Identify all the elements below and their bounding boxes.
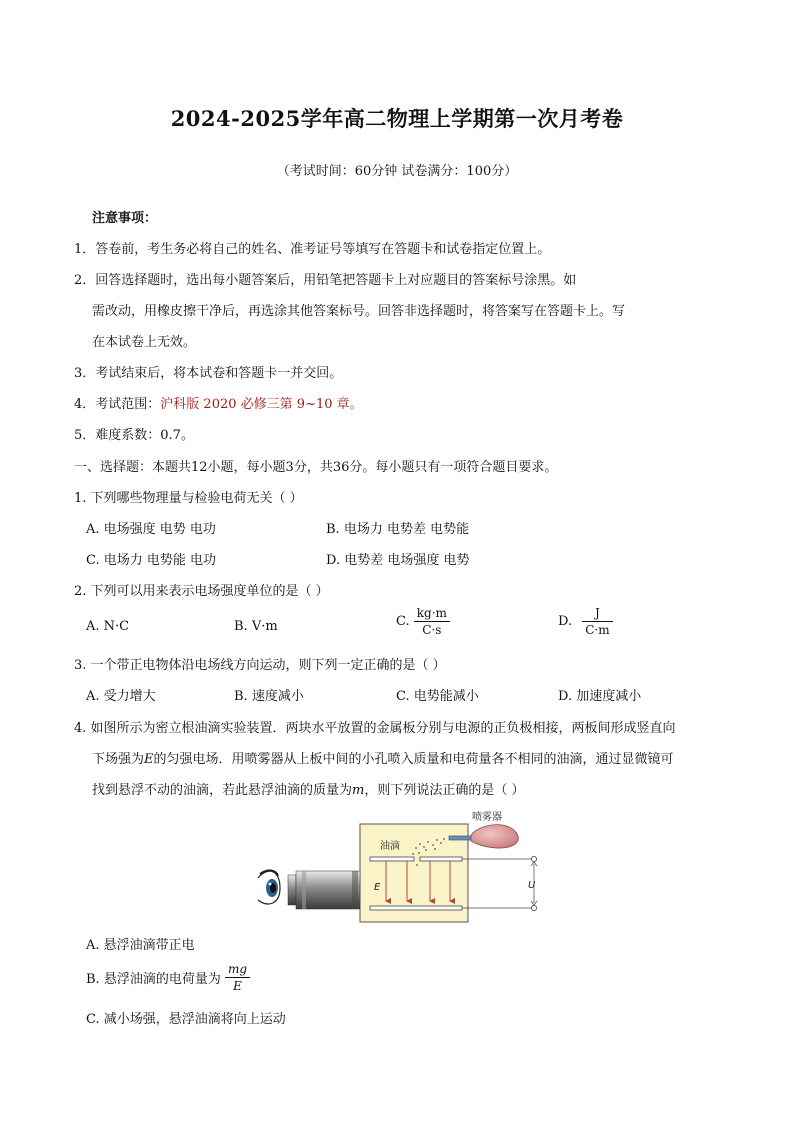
q4-option-a: A. 悬浮油滴带正电 (86, 938, 195, 953)
q2-stem: 2. 下列可以用来表示电场强度单位的是（ ） (74, 584, 329, 599)
terminal-top (531, 856, 536, 861)
q3-stem: 3. 一个带正电物体沿电场线方向运动，则下列一定正确的是（ ） (74, 658, 446, 673)
notice-item-2-cont-1: 需改动，用橡皮擦干净后，再选涂其他答案标号。回答非选择题时，将答案写在答题卡上。写 (92, 304, 626, 319)
section-heading: 一、选择题：本题共12小题，每小题3分，共36分。每小题只有一项符合题目要求。 (74, 460, 558, 475)
lower-plate (370, 906, 462, 910)
q1-option-c: C. 电场力 电势能 电功 (86, 553, 217, 568)
q2-option-b: B. V·m (234, 619, 278, 634)
sprayer-label: 喷雾器 (472, 812, 502, 823)
eye-icon (258, 870, 280, 904)
millikan-apparatus-figure (250, 808, 550, 928)
voltage-label-u: U (528, 880, 536, 891)
q1-option-a: A. 电场强度 电势 电功 (86, 522, 216, 537)
q4-option-c: C. 减小场强，悬浮油滴将向上运动 (86, 1012, 286, 1027)
notice-heading: 注意事项： (92, 211, 158, 226)
sprayer-bulb (471, 825, 518, 848)
oil-label: 油滴 (380, 841, 400, 852)
page-title: 2024-2025学年高二物理上学期第一次月考卷 (170, 106, 624, 131)
q1-stem: 1. 下列哪些物理量与检验电荷无关（ ） (74, 491, 303, 506)
notice-item-4: 4．考试范围：沪科版 2020 必修三第 9~10 章。 (74, 397, 363, 412)
notice-item-2: 2．回答选择题时，选出每小题答案后，用铅笔把答题卡上对应题目的答案标号涂黑。如 (74, 273, 577, 288)
sprayer-nozzle (449, 836, 471, 840)
q4-stem-line-3: 找到悬浮不动的油滴，若此悬浮油滴的质量为m，则下列说法正确的是（ ） (92, 783, 525, 798)
q3-option-a: A. 受力增大 (86, 689, 156, 704)
notice-item-5: 5．难度系数：0.7。 (74, 428, 194, 443)
upper-plate-left (370, 857, 414, 861)
q2-option-a: A. N·C (86, 619, 130, 634)
field-label-e: E (374, 882, 381, 893)
q4-stem-line-2: 下场强为E的匀强电场．用喷雾器从上板中间的小孔喷入质量和电荷量各不相同的油滴，通过显微镜可 (92, 752, 674, 767)
notice-item-3: 3．考试结束后，将本试卷和答题卡一并交回。 (74, 366, 343, 381)
q4-option-b: B. 悬浮油滴的电荷量为 $\frac{mg}{E}$ (86, 962, 250, 993)
notice-item-1: 1．答卷前，考生务必将自己的姓名、准考证号等填写在答题卡和试卷指定位置上。 (74, 242, 551, 257)
q3-option-d: D. 加速度减小 (558, 689, 642, 704)
q4-stem-line-1: 4. 如图所示为密立根油滴实验装置．两块水平放置的金属板分别与电源的正负极相接，两板间形成竖直向 (74, 721, 676, 736)
upper-plate-right (420, 857, 462, 861)
notice-item-2-cont-2: 在本试卷上无效。 (92, 335, 197, 350)
q2-option-c: C. $\frac{kg\cdot m}{C\cdot s}$ (396, 606, 450, 637)
exam-scope: 沪科版 2020 必修三第 9~10 章。 (160, 397, 363, 412)
q1-option-b: B. 电场力 电势差 电势能 (326, 522, 470, 537)
q2-option-d: D. $\frac{J}{C\cdot m}$ (558, 606, 613, 637)
q3-option-c: C. 电势能减小 (396, 689, 479, 704)
q1-option-d: D. 电势差 电场强度 电势 (326, 553, 470, 568)
terminal-bottom (531, 905, 536, 910)
microscope-eyepiece (288, 875, 296, 905)
q3-option-b: B. 速度减小 (234, 689, 304, 704)
exam-info: （考试时间：60分钟 试卷满分：100分） (276, 164, 518, 179)
